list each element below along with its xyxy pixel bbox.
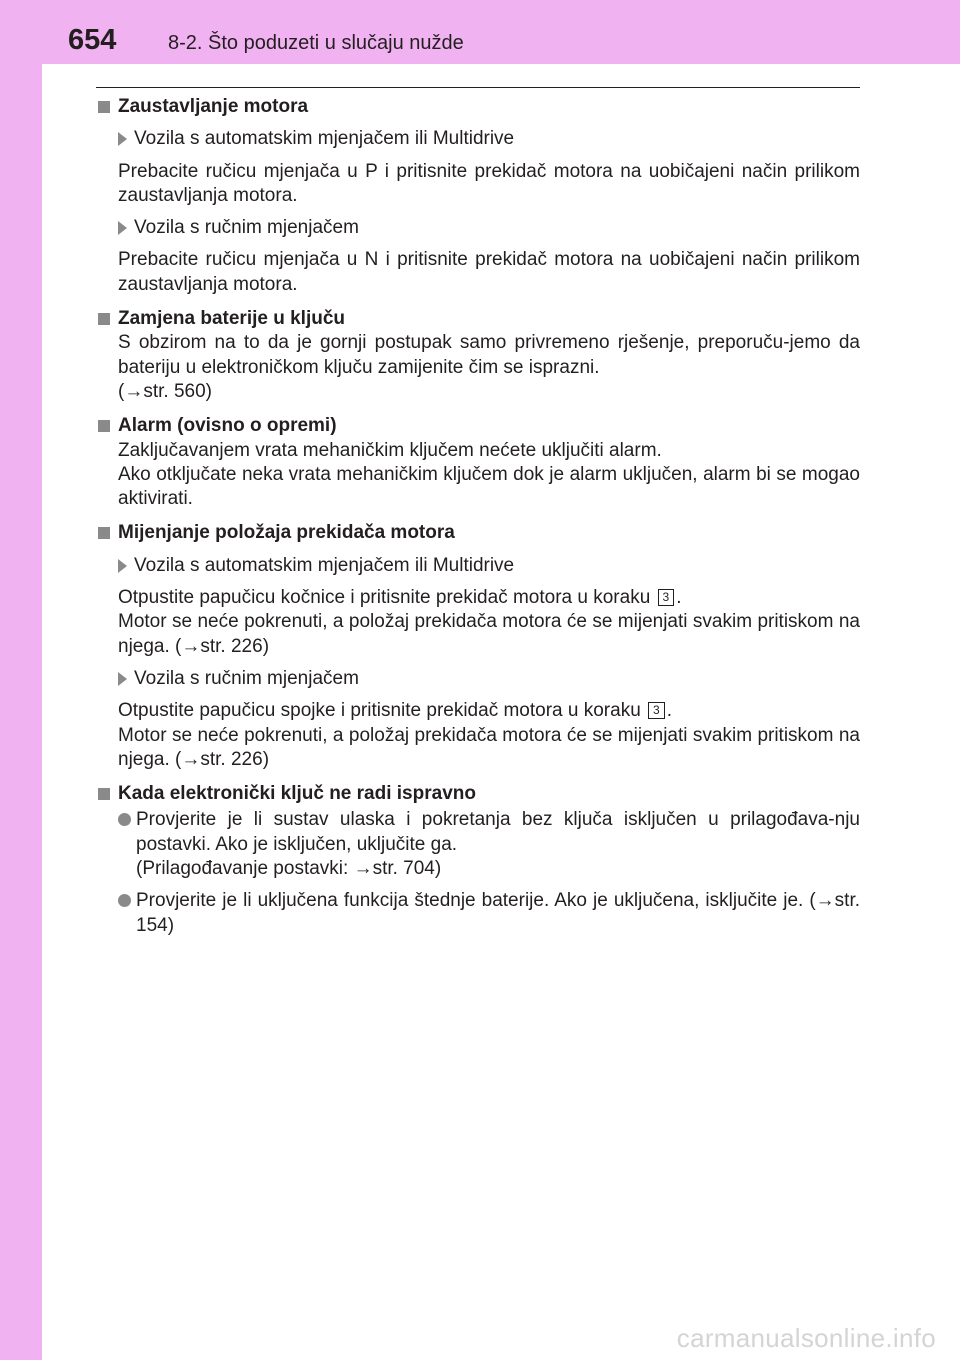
square-bullet-icon [98,313,110,325]
list-item: Provjerite je li uključena funkcija štednje baterije. Ako je uključena, isključite je. (→str. 154) [98,889,860,938]
square-bullet-icon [98,527,110,539]
subheading-automatic: Vozila s automatskim mjenjačem ili Multidrive [98,127,860,151]
paragraph: Prebacite ručicu mjenjača u N i pritisnite prekidač motora na uobičajeni način prilikom zaustavljanja motora. [118,249,860,295]
triangle-bullet-icon [118,672,127,686]
triangle-bullet-icon [118,132,127,146]
section-heading-battery: Zamjena baterije u ključu [98,307,860,331]
paragraph: Prebacite ručicu mjenjača u P i pritisnite prekidač motora na uobičajeni način prilikom zaustavljanja motora. [118,160,860,206]
subheading-manual: Vozila s ručnim mjenjačem [98,667,860,691]
chapter-title: 8-2. Što poduzeti u slučaju nužde [168,32,464,54]
paragraph: Otpustite papučicu kočnice i pritisnite prekidač motora u koraku 3 . Motor se neće pokrenuti, a položaj prekidača motora će se mijenjati svakim pritiskom na njega. (→str. 226) [118,587,860,657]
square-bullet-icon [98,101,110,113]
subheading-manual: Vozila s ručnim mjenjačem [98,216,860,240]
square-bullet-icon [98,788,110,800]
header-divider [96,87,860,88]
step-number-badge: 3 [658,589,675,606]
section-heading-alarm: Alarm (ovisno o opremi) [98,414,860,438]
paragraph: S obzirom na to da je gornji postupak samo privremeno rješenje, preporuču-jemo da bateriju u elektroničkom ključu zamijenite čim se isprazni. (→str. 560) [118,332,860,402]
page-reference: (→str. 560) [118,380,212,402]
page-number: 654 [68,24,117,56]
circle-bullet-icon [118,813,131,826]
subheading-automatic: Vozila s automatskim mjenjačem ili Multidrive [98,554,860,578]
paragraph: Otpustite papučicu spojke i pritisnite prekidač motora u koraku 3 . Motor se neće pokrenuti, a položaj prekidača motora će se mijenjati svakim pritiskom na njega. (→str. 226) [118,700,860,770]
paragraph: Zaključavanjem vrata mehaničkim ključem nećete uključiti alarm. Ako otključate neka vrata mehaničkim ključem dok je alarm uključen, alarm bi se mogao aktivirati. [118,439,860,510]
step-number-badge: 3 [648,702,665,719]
square-bullet-icon [98,420,110,432]
triangle-bullet-icon [118,559,127,573]
side-color-band [0,0,42,1360]
section-heading-engine-stop: Zaustavljanje motora [98,95,860,119]
page-content [98,95,860,938]
section-heading-switch-mode: Mijenjanje položaja prekidača motora [98,521,860,545]
circle-bullet-icon [118,894,131,907]
watermark: carmanualsonline.info [676,1323,936,1353]
section-heading-key-malfunction: Kada elektronički ključ ne radi ispravno [98,782,860,806]
triangle-bullet-icon [118,221,127,235]
list-item: Provjerite je li sustav ulaska i pokretanja bez ključa isključen u prilagođava-nju postavki. Ako je isključen, uključite ga. (Prilagođavanje postavki: →str. 704) [98,808,860,881]
